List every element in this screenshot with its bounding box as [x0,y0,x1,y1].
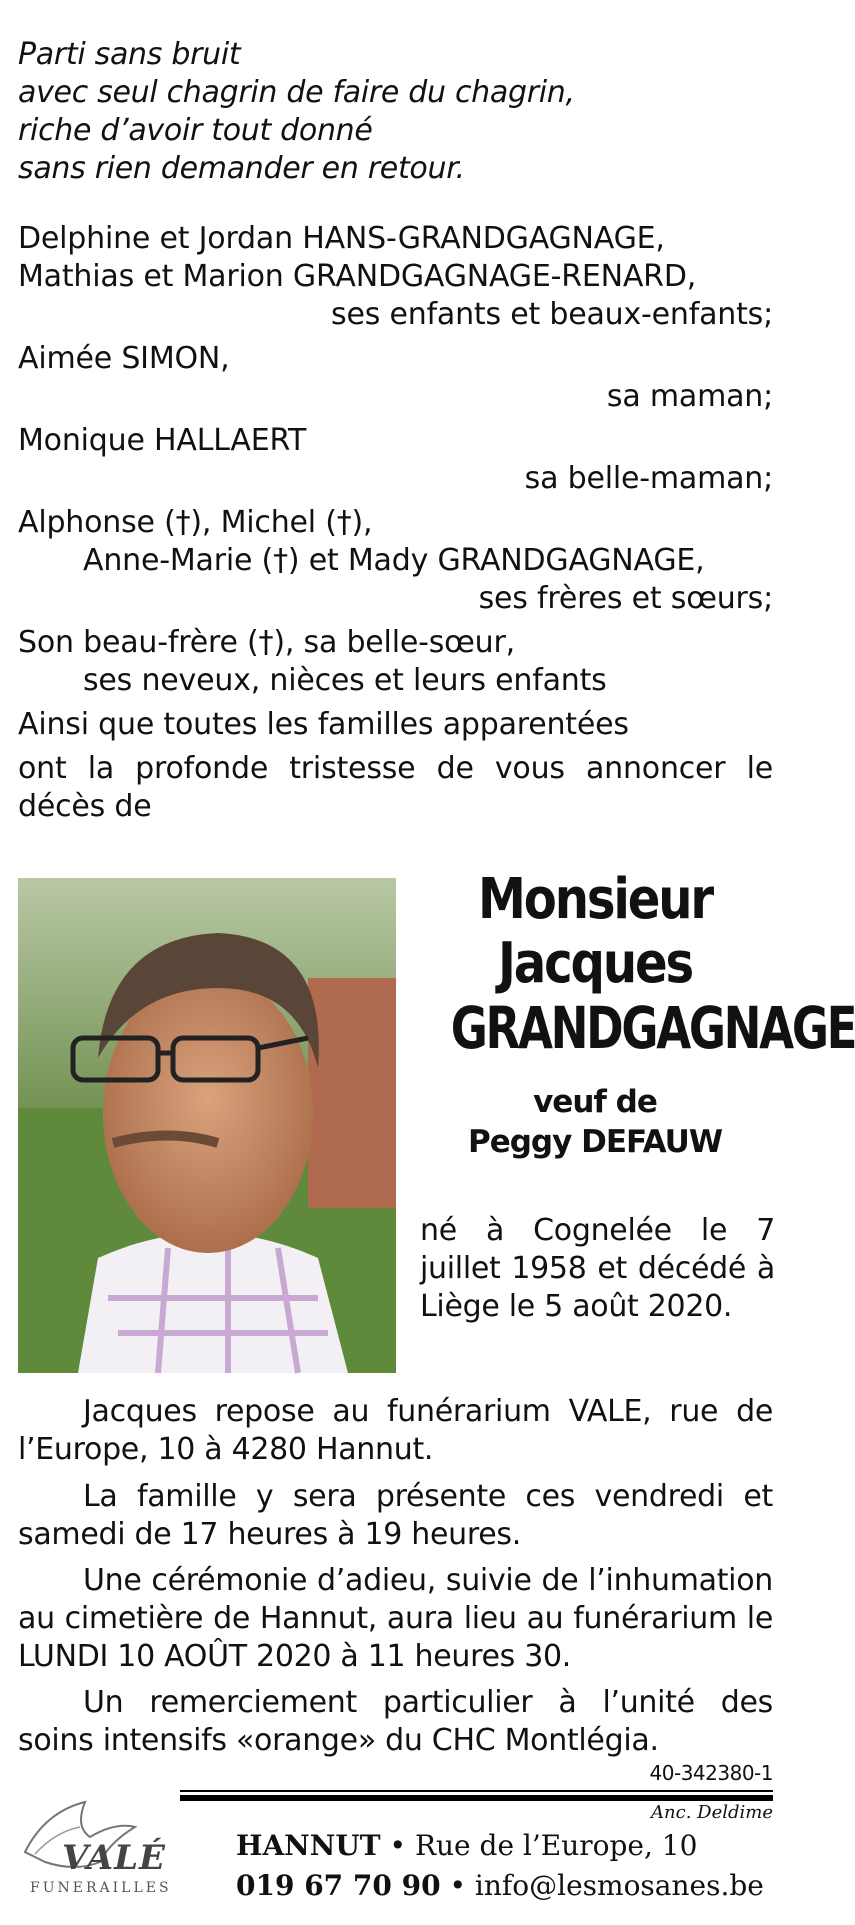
spouse-name: Peggy DEFAUW [467,1124,723,1160]
family-list [18,220,773,826]
phone-number[interactable]: 019 67 70 90 [236,1869,441,1902]
children-role: ses enfants et beaux-enfants; [331,297,773,332]
children-line-2: Mathias et Marion GRANDGAGNAGE-RENARD, [18,259,697,294]
mother-in-law-name: Monique HALLAERT [18,423,307,458]
poem-line: sans rien demander en retour. [18,151,465,186]
paragraph-rest: Jacques repose au funérarium VALE, rue de l’Europe, 10 à 4280 Hannut. [18,1394,773,1467]
born-died-text: né à Cognelée le 7 juillet 1958 et décédé à Liège le 5 août 2020. [420,1213,775,1324]
mother-in-law-role: sa belle-maman; [524,461,773,496]
footer-rule-thin [180,1790,773,1792]
logo-subtitle: FUNERAILLES [30,1880,172,1896]
deceased-first-name: Jacques [497,931,693,996]
poem-line: avec seul chagrin de faire du chagrin, [18,75,575,110]
inlaws-line-2: ses neveux, nièces et leurs enfants [83,663,607,698]
paragraph-thanks: Un remerciement particulier à l’unité des soins intensifs «orange» du CHC Montlégia. [18,1685,773,1758]
siblings-line-2: Anne-Marie (†) et Mady GRANDGAGNAGE, [83,543,705,578]
footer-rule-thick [180,1795,773,1801]
children-line-1: Delphine et Jordan HANS-GRANDGAGNAGE, [18,221,665,256]
reference-number: 40-342380-1 [649,1761,773,1785]
address-line [236,1826,764,1866]
street-address: • Rue de l’Europe, 10 [380,1829,698,1862]
poem [18,36,778,188]
mother-role: sa maman; [606,379,773,414]
inlaws-line-1: Son beau-frère (†), sa belle-sœur, [18,625,515,660]
widower-label: veuf de [533,1084,657,1120]
deceased-name-block [410,867,855,1162]
anc-deldime: Anc. Deldime [651,1802,773,1823]
logo-name: VALÉ [62,1838,166,1878]
city: HANNUT [236,1829,381,1862]
portrait-image [18,878,396,1373]
paragraph-family-presence: La famille y sera présente ces vendredi et samedi de 17 heures à 19 heures. [18,1479,773,1552]
phone-email-line [236,1866,764,1906]
siblings-role: ses frères et sœurs; [478,581,773,616]
contact-block [236,1826,764,1906]
deceased-title: Monsieur [478,867,712,932]
poem-line: riche d’avoir tout donné [18,113,373,148]
paragraph-ceremony: Une cérémonie d’adieu, suivie de l’inhumation au cimetière de Hannut, aura lieu au funérarium le LUNDI 10 AOÛT 2020 à 11 heures 30. [18,1563,773,1674]
mother-name: Aimée SIMON, [18,341,230,376]
siblings-line-1: Alphonse (†), Michel (†), [18,505,373,540]
relatives-line: Ainsi que toutes les familles apparentées [18,707,629,742]
announce-text: ont la profonde tristesse de vous annoncer le décès de [18,751,773,824]
deceased-last-name: GRANDGAGNAGE [450,994,855,1062]
poem-line: Parti sans bruit [18,37,241,72]
email-address[interactable]: • info@lesmosanes.be [440,1869,764,1902]
deceased-photo [18,878,396,1373]
